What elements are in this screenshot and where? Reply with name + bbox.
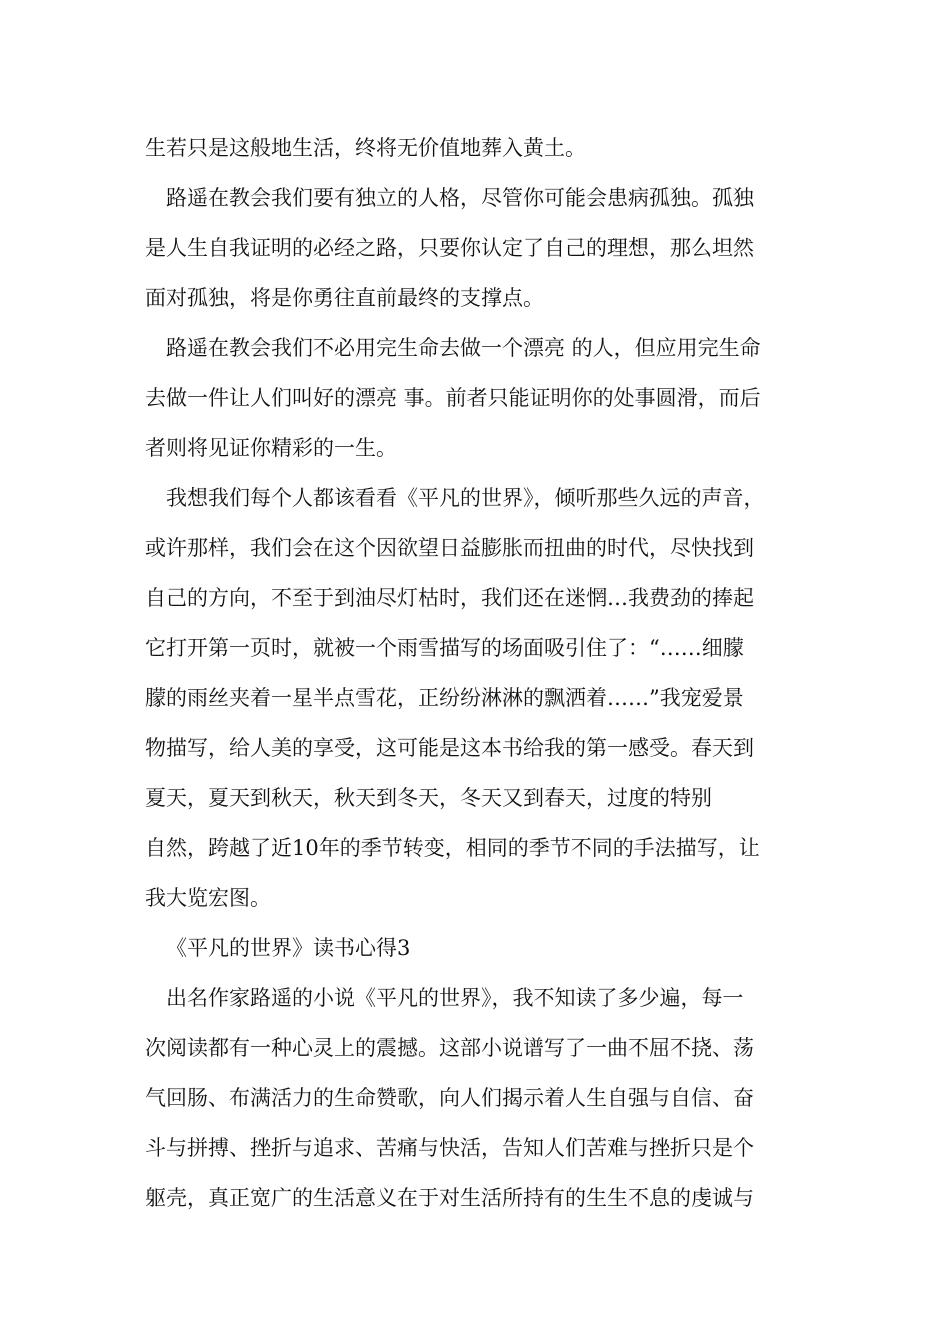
section-heading: 《平凡的世界》读书心得3: [166, 936, 411, 960]
text-line: 我想我们每个人都该看看《平凡的世界》，倾听那些久远的声音，: [166, 486, 765, 510]
text-line: 出名作家路遥的小说《平凡的世界》，我不知读了多少遍，每一: [166, 986, 744, 1010]
text-line: 自然，跨越了近10年的季节转变，相同的季节不同的手法描写，让: [145, 836, 760, 860]
text-line: 路遥在教会我们要有独立的人格，尽管你可能会患病孤独。孤独: [166, 186, 754, 210]
text-line: 自己的方向，不至于到油尽灯枯时，我们还在迷惘…我费劲的捧起: [145, 586, 754, 610]
text-line: 去做一件让人们叫好的漂亮 事。前者只能证明你的处事圆滑，而后: [145, 386, 761, 410]
text-line: 气回肠、布满活力的生命赞歌，向人们揭示着人生自强与自信、奋: [145, 1086, 754, 1110]
document-body: [145, 130, 825, 1230]
text-line: 是人生自我证明的必经之路，只要你认定了自己的理想，那么坦然: [145, 236, 754, 260]
text-line: 次阅读都有一种心灵上的震撼。这部小说谱写了一曲不屈不挠、荡: [145, 1036, 754, 1060]
text-line: 夏天，夏天到秋天，秋天到冬天，冬天又到春天，过度的特别: [145, 786, 712, 810]
text-line: 或许那样，我们会在这个因欲望日益膨胀而扭曲的时代，尽快找到: [145, 536, 754, 560]
text-line: 我大览宏图。: [145, 886, 271, 910]
text-line: 者则将见证你精彩的一生。: [145, 436, 397, 460]
text-line: 它打开第一页时，就被一个雨雪描写的场面吸引住了：“……细朦: [145, 636, 744, 660]
text-line: 路遥在教会我们不必用完生命去做一个漂亮 的人，但应用完生命: [166, 336, 761, 360]
text-line: 朦的雨丝夹着一星半点雪花，正纷纷淋淋的飘洒着……”我宠爱景: [145, 686, 744, 710]
text-line: 面对孤独，将是你勇往直前最终的支撑点。: [145, 286, 544, 310]
text-line: 斗与拼搏、挫折与追求、苦痛与快活，告知人们苦难与挫折只是个: [145, 1136, 754, 1160]
text-line: 生若只是这般地生活，终将无价值地葬入黄土。: [145, 136, 586, 160]
text-line: 物描写，给人美的享受，这可能是这本书给我的第一感受。春天到: [145, 736, 754, 760]
text-line: 躯壳，真正宽广的生活意义在于对生活所持有的生生不息的虔诚与: [145, 1186, 754, 1210]
